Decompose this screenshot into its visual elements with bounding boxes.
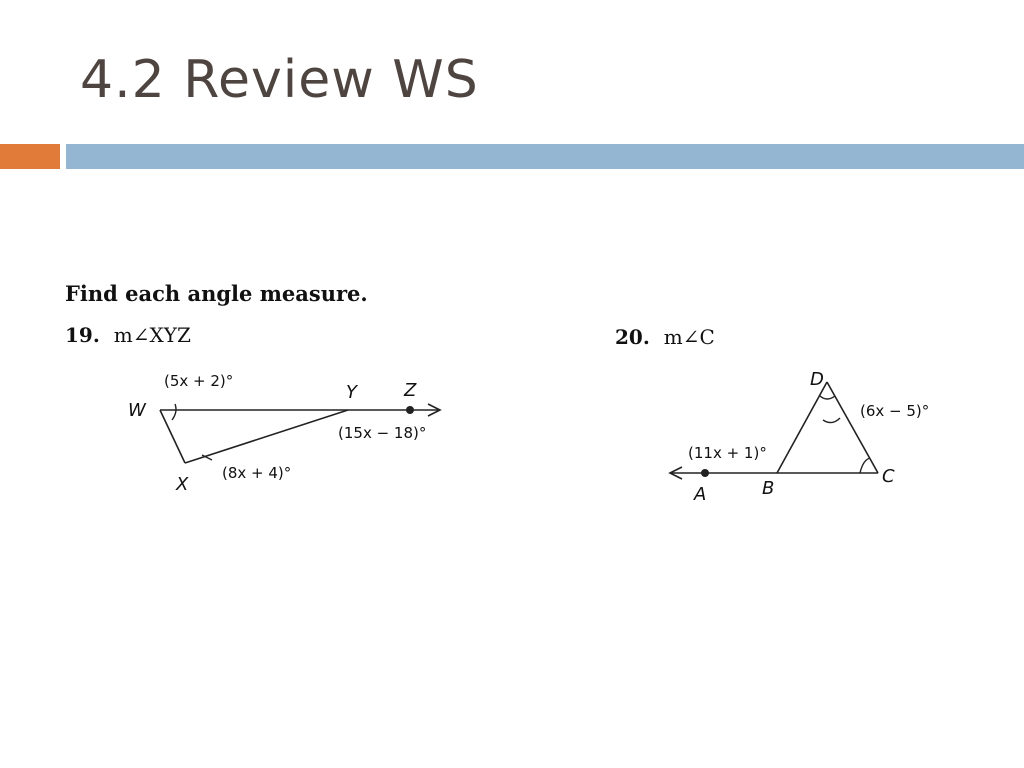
slide-title: 4.2 Review WS (80, 50, 479, 110)
label-d: D (810, 369, 824, 390)
segment-bd (777, 382, 827, 473)
point-a-dot (701, 469, 709, 477)
problem-20-figure (660, 360, 980, 515)
label-y: Y (346, 382, 357, 403)
segment-xy (185, 410, 348, 463)
angle-mark-c (860, 458, 870, 473)
segment-wx (160, 410, 185, 463)
label-z: Z (404, 380, 417, 401)
figure-20-diagram (660, 360, 980, 510)
problem-20-label (615, 325, 715, 349)
angle-mark-w (172, 404, 176, 420)
angle-label-w: (5x + 2)° (164, 372, 234, 390)
problem-19-figure (120, 360, 460, 505)
angle-label-d: (6x − 5)° (860, 402, 930, 420)
problem-prompt: m∠C (663, 325, 715, 349)
label-a: A (694, 484, 707, 505)
label-x: X (176, 474, 189, 495)
problem-19-label (65, 323, 191, 347)
point-z-dot (406, 406, 414, 414)
angle-label-x: (8x + 4)° (222, 464, 292, 482)
label-w: W (128, 400, 146, 421)
accent-bar-blue (66, 144, 1024, 169)
angle-mark-d (820, 396, 835, 399)
problem-number: 20. (615, 325, 650, 349)
worksheet-instructions: Find each angle measure. (65, 281, 368, 306)
angle-mark-d-arrow (823, 418, 840, 423)
problem-number: 19. (65, 323, 100, 347)
label-c: C (882, 466, 895, 487)
accent-bar-orange (0, 144, 60, 169)
angle-label-y: (15x − 18)° (338, 424, 427, 442)
problem-prompt: m∠XYZ (113, 323, 191, 347)
angle-label-b: (11x + 1)° (688, 444, 767, 462)
label-b: B (762, 478, 775, 499)
figure-19-diagram (120, 360, 460, 500)
